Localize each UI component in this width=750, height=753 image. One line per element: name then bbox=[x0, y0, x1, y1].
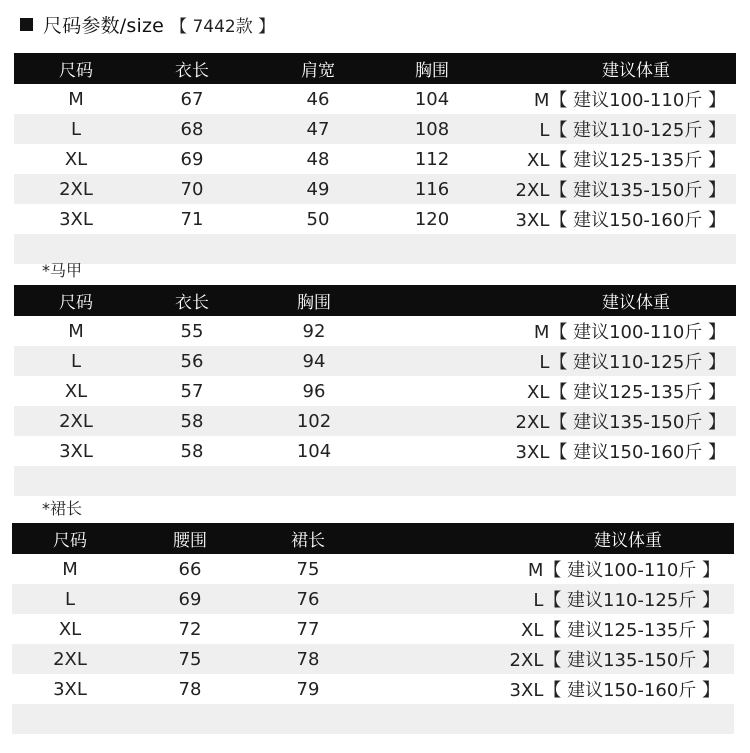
table-row bbox=[14, 144, 736, 174]
cell-weight: XL【 建议125-135斤 】 bbox=[526, 150, 726, 171]
cell-chest: 108 bbox=[414, 118, 450, 140]
table-row bbox=[12, 554, 734, 584]
table-blank-row bbox=[12, 704, 734, 734]
cell-weight: 3XL【 建议150-160斤 】 bbox=[509, 680, 720, 701]
cell-weight: 2XL【 建议135-150斤 】 bbox=[515, 180, 726, 201]
cell-waist: 75 bbox=[178, 648, 202, 670]
cell-chest: 96 bbox=[302, 380, 326, 402]
cell-chest: 94 bbox=[302, 350, 326, 372]
table-row bbox=[14, 346, 736, 376]
cell-size: 3XL bbox=[59, 440, 93, 462]
page-title-row bbox=[20, 10, 275, 38]
cell-shoulder: 50 bbox=[306, 208, 330, 230]
table-row bbox=[12, 584, 734, 614]
cell-size: L bbox=[70, 118, 82, 140]
header-waist: 腰围 bbox=[173, 531, 207, 551]
table-header bbox=[14, 53, 736, 84]
table-blank-row bbox=[14, 466, 736, 496]
cell-size: 3XL bbox=[59, 208, 93, 230]
cell-shoulder: 49 bbox=[306, 178, 330, 200]
cell-chest: 104 bbox=[414, 88, 450, 110]
cell-skirt-length: 77 bbox=[296, 618, 320, 640]
table-row bbox=[14, 436, 736, 466]
cell-weight: 2XL【 建议135-150斤 】 bbox=[515, 412, 726, 433]
cell-chest: 102 bbox=[296, 410, 332, 432]
cell-weight: M【 建议100-110斤 】 bbox=[533, 90, 726, 111]
cell-length: 58 bbox=[180, 440, 204, 462]
cell-weight: L【 建议110-125斤 】 bbox=[539, 352, 726, 373]
cell-skirt-length: 79 bbox=[296, 678, 320, 700]
cell-skirt-length: 75 bbox=[296, 558, 320, 580]
cell-length: 58 bbox=[180, 410, 204, 432]
cell-size: M bbox=[68, 320, 84, 342]
size-table-top bbox=[14, 53, 736, 264]
title-square-icon bbox=[20, 18, 33, 31]
cell-length: 71 bbox=[180, 208, 204, 230]
cell-waist: 78 bbox=[178, 678, 202, 700]
cell-shoulder: 46 bbox=[306, 88, 330, 110]
section-label-skirt: *裙长 bbox=[42, 499, 83, 518]
cell-size: XL bbox=[58, 618, 82, 640]
table-row bbox=[14, 84, 736, 114]
section-label-vest: *马甲 bbox=[42, 261, 83, 280]
cell-size: XL bbox=[64, 148, 88, 170]
table-header bbox=[12, 523, 734, 554]
cell-length: 68 bbox=[180, 118, 204, 140]
cell-size: L bbox=[70, 350, 82, 372]
cell-weight: M【 建议100-110斤 】 bbox=[527, 560, 720, 581]
header-size: 尺码 bbox=[59, 293, 93, 313]
cell-chest: 120 bbox=[414, 208, 450, 230]
cell-length: 67 bbox=[180, 88, 204, 110]
cell-chest: 92 bbox=[302, 320, 326, 342]
header-weight: 建议体重 bbox=[594, 531, 662, 551]
header-skirt-length: 裙长 bbox=[291, 531, 325, 551]
header-length: 衣长 bbox=[175, 61, 209, 81]
cell-chest: 116 bbox=[414, 178, 450, 200]
cell-chest: 104 bbox=[296, 440, 332, 462]
table-row bbox=[14, 316, 736, 346]
header-length: 衣长 bbox=[175, 293, 209, 313]
cell-weight: 3XL【 建议150-160斤 】 bbox=[515, 210, 726, 231]
cell-shoulder: 47 bbox=[306, 118, 330, 140]
page-title: 尺码参数/size bbox=[43, 14, 165, 37]
cell-weight: L【 建议110-125斤 】 bbox=[533, 590, 720, 611]
table-row bbox=[14, 114, 736, 144]
cell-size: 2XL bbox=[59, 410, 93, 432]
cell-size: M bbox=[68, 88, 84, 110]
cell-weight: M【 建议100-110斤 】 bbox=[533, 322, 726, 343]
cell-skirt-length: 78 bbox=[296, 648, 320, 670]
cell-size: XL bbox=[64, 380, 88, 402]
header-weight: 建议体重 bbox=[602, 293, 670, 313]
cell-length: 55 bbox=[180, 320, 204, 342]
header-chest: 胸围 bbox=[297, 293, 331, 313]
cell-chest: 112 bbox=[414, 148, 450, 170]
cell-size: M bbox=[62, 558, 78, 580]
cell-waist: 66 bbox=[178, 558, 202, 580]
cell-length: 70 bbox=[180, 178, 204, 200]
table-blank-row bbox=[14, 234, 736, 264]
cell-shoulder: 48 bbox=[306, 148, 330, 170]
cell-size: 3XL bbox=[53, 678, 87, 700]
cell-weight: XL【 建议125-135斤 】 bbox=[526, 382, 726, 403]
table-row bbox=[14, 204, 736, 234]
header-chest: 胸围 bbox=[415, 61, 449, 81]
header-weight: 建议体重 bbox=[602, 61, 670, 81]
header-size: 尺码 bbox=[53, 531, 87, 551]
cell-length: 57 bbox=[180, 380, 204, 402]
cell-weight: XL【 建议125-135斤 】 bbox=[520, 620, 720, 641]
cell-weight: L【 建议110-125斤 】 bbox=[539, 120, 726, 141]
cell-size: 2XL bbox=[59, 178, 93, 200]
cell-weight: 2XL【 建议135-150斤 】 bbox=[509, 650, 720, 671]
cell-waist: 72 bbox=[178, 618, 202, 640]
cell-waist: 69 bbox=[178, 588, 202, 610]
cell-length: 56 bbox=[180, 350, 204, 372]
cell-size: 2XL bbox=[53, 648, 87, 670]
table-row bbox=[14, 406, 736, 436]
table-row bbox=[12, 674, 734, 704]
table-row bbox=[14, 376, 736, 406]
cell-skirt-length: 76 bbox=[296, 588, 320, 610]
cell-weight: 3XL【 建议150-160斤 】 bbox=[515, 442, 726, 463]
table-row bbox=[14, 174, 736, 204]
cell-size: L bbox=[64, 588, 76, 610]
cell-length: 69 bbox=[180, 148, 204, 170]
product-code: 【 7442款 】 bbox=[170, 16, 276, 37]
table-row bbox=[12, 614, 734, 644]
header-shoulder: 肩宽 bbox=[301, 61, 335, 81]
table-header bbox=[14, 285, 736, 316]
table-row bbox=[12, 644, 734, 674]
header-size: 尺码 bbox=[59, 61, 93, 81]
size-table-vest bbox=[14, 285, 736, 496]
size-table-skirt bbox=[12, 523, 734, 734]
